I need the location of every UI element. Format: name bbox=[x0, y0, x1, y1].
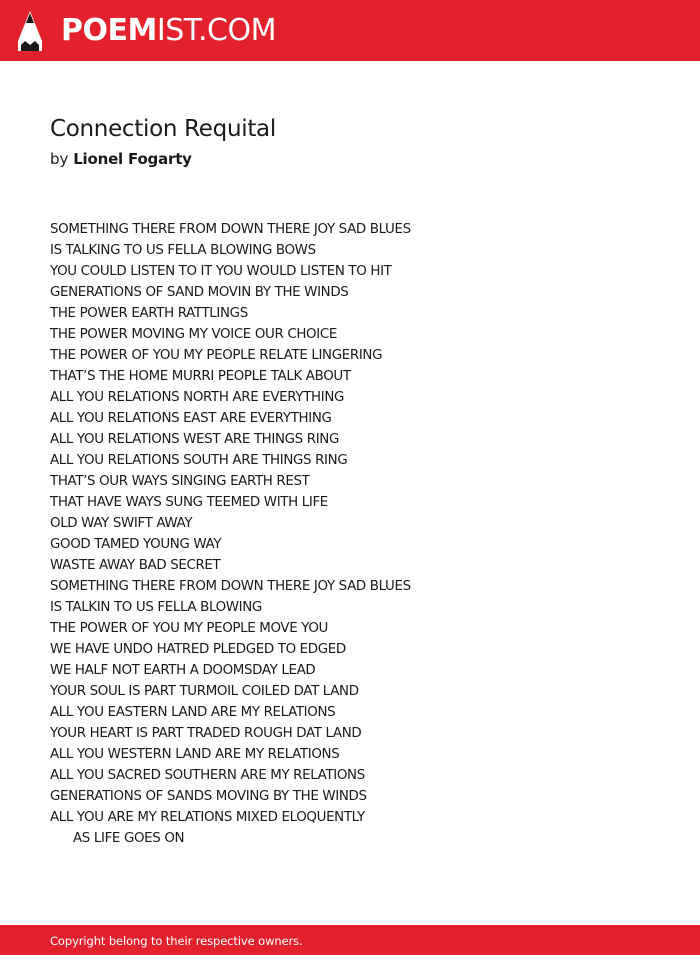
logo-wordmark-bold: POEM bbox=[61, 12, 157, 48]
poem-line: IS TALKING TO US FELLA BLOWING BOWS bbox=[50, 243, 316, 258]
site-logo-link[interactable] bbox=[18, 11, 276, 51]
poem-line: YOUR SOUL IS PART TURMOIL COILED DAT LAND bbox=[50, 684, 359, 699]
poem-line: THE POWER OF YOU MY PEOPLE RELATE LINGERING bbox=[50, 348, 383, 363]
poem-line: ALL YOU RELATIONS WEST ARE THINGS RING bbox=[50, 432, 339, 447]
poem-line: ALL YOU WESTERN LAND ARE MY RELATIONS bbox=[50, 747, 340, 762]
site-footer bbox=[0, 925, 700, 955]
poem-line: YOUR HEART IS PART TRADED ROUGH DAT LAND bbox=[50, 726, 362, 741]
poem-line: ALL YOU ARE MY RELATIONS MIXED ELOQUENTLY bbox=[50, 810, 365, 825]
poem-line: ALL YOU SACRED SOUTHERN ARE MY RELATIONS bbox=[50, 768, 365, 783]
poem-line: THAT HAVE WAYS SUNG TEEMED WITH LIFE bbox=[50, 495, 328, 510]
poem-line: ALL YOU RELATIONS EAST ARE EVERYTHING bbox=[50, 411, 332, 426]
poem-line: WE HALF NOT EARTH A DOOMSDAY LEAD bbox=[50, 663, 316, 678]
pencil-tip-icon bbox=[18, 11, 42, 51]
poem-line: SOMETHING THERE FROM DOWN THERE JOY SAD BLUES bbox=[50, 579, 411, 594]
poem-line: IS TALKIN TO US FELLA BLOWING bbox=[50, 600, 262, 615]
poem-title: Connection Requital bbox=[50, 116, 276, 142]
poem-line: ALL YOU RELATIONS SOUTH ARE THINGS RING bbox=[50, 453, 348, 468]
poem-line: THE POWER EARTH RATTLINGS bbox=[50, 306, 248, 321]
logo-wordmark-light: IST.COM bbox=[156, 12, 276, 48]
logo-wordmark bbox=[61, 12, 276, 48]
poem-line: OLD WAY SWIFT AWAY bbox=[50, 516, 193, 531]
poem-line: ALL YOU RELATIONS NORTH ARE EVERYTHING bbox=[50, 390, 345, 405]
poem-author-link[interactable]: Lionel Fogarty bbox=[73, 150, 192, 168]
poem-line: YOU COULD LISTEN TO IT YOU WOULD LISTEN TO HIT bbox=[50, 264, 392, 279]
poem-line: THE POWER OF YOU MY PEOPLE MOVE YOU bbox=[50, 621, 328, 636]
poem-line: GENERATIONS OF SAND MOVIN BY THE WINDS bbox=[50, 285, 349, 300]
poem-line: AS LIFE GOES ON bbox=[73, 831, 185, 846]
poem-line: ALL YOU EASTERN LAND ARE MY RELATIONS bbox=[50, 705, 336, 720]
poem-line: SOMETHING THERE FROM DOWN THERE JOY SAD BLUES bbox=[50, 222, 411, 237]
poem-line: THAT’S THE HOME MURRI PEOPLE TALK ABOUT bbox=[50, 369, 351, 384]
poem-byline bbox=[50, 150, 192, 168]
copyright-notice: Copyright belong to their respective owners. bbox=[50, 934, 303, 948]
poem-line: GOOD TAMED YOUNG WAY bbox=[50, 537, 222, 552]
poem-line: WASTE AWAY BAD SECRET bbox=[50, 558, 221, 573]
poem-body bbox=[50, 219, 670, 849]
poem-line: WE HAVE UNDO HATRED PLEDGED TO EDGED bbox=[50, 642, 346, 657]
poem-line: THE POWER MOVING MY VOICE OUR CHOICE bbox=[50, 327, 337, 342]
poem-line: THAT’S OUR WAYS SINGING EARTH REST bbox=[50, 474, 310, 489]
poem-line: GENERATIONS OF SANDS MOVING BY THE WINDS bbox=[50, 789, 367, 804]
site-header bbox=[0, 0, 700, 61]
by-label: by bbox=[50, 150, 69, 168]
